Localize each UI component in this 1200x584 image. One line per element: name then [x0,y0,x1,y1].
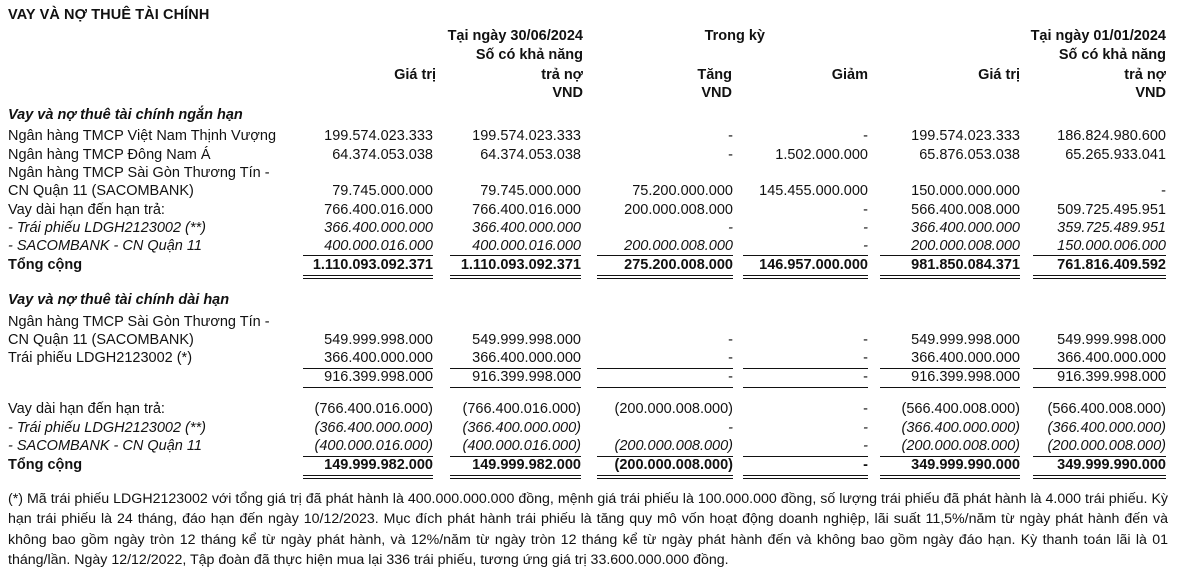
cell-decrease: - [863,202,868,218]
footnote: (*) Mã trái phiếu LDGH2123002 với tổng giá trị đã phát hành là 400.000.000.000 đồng, mệnh giá trái phiếu là 100.000.000 đồng, số lượng trái phiếu đã phát hành là 4.000 trái phiếu. Kỳ hạn trái phiếu là 24 tháng, đáo hạn đến ngày 10/12/2023. Mục đích phát hành trái phiếu là tăng quy mô vốn hoạt động doanh nghiệp, lãi suất 11,5%/năm từ ngày phát hành đến và không bao gồm ngày tròn 12 tháng kể từ ngày phát hành, và 12%/năm từ ngày tròn 12 tháng kể từ ngày phát hành đến và không bao gồm ngày đáo hạn. Kỳ thanh toán lãi là 01 tháng/lần. Ngày 12/12/2022, Tập đoàn đã thực hiện mua lại 336 trái phiếu, tương ứng giá trị 33.600.000.000 đồng. [8,491,1168,568]
cell-value-start: 981.850.084.371 [911,257,1020,273]
total-double-rule [743,475,868,479]
header-col3-increase: Tăng [697,67,732,83]
total-double-rule [743,275,868,279]
cell-repay-start: 761.816.409.592 [1057,257,1166,273]
cell-increase: - [728,350,733,366]
cell-repay-end: 79.745.000.000 [480,183,581,199]
cell-repay-start: (366.400.000.000) [1047,420,1166,436]
cell-value-end: (766.400.016.000) [314,401,433,417]
cell-repay-start: 150.000.006.000 [1057,238,1166,254]
cell-increase: - [728,369,733,385]
cell-increase: - [728,147,733,163]
cell-repay-end: 199.574.023.333 [472,128,581,144]
total-double-rule [1033,275,1166,279]
cell-increase: - [728,420,733,436]
header-group-start: Tại ngày 01/01/2024 [1030,28,1166,44]
row-label: Trái phiếu LDGH2123002 (*) [8,350,193,366]
header-col5-value: Giá trị [978,67,1020,83]
cell-repay-end: 549.999.998.000 [472,332,581,348]
cell-value-start: 566.400.008.000 [911,202,1020,218]
cell-repay-start: 549.999.998.000 [1057,332,1166,348]
cell-value-end: 400.000.016.000 [324,238,433,254]
cell-repay-end: (366.400.000.000) [462,420,581,436]
cell-repay-start: 349.999.990.000 [1057,457,1166,473]
cell-repay-start: - [1161,183,1166,199]
cell-repay-start: 65.265.933.041 [1065,147,1166,163]
cell-repay-end: 766.400.016.000 [472,202,581,218]
cell-decrease: - [863,401,868,417]
section-title-short-term: Vay và nợ thuê tài chính ngắn hạn [8,107,243,123]
cell-value-end: 149.999.982.000 [324,457,433,473]
cell-value-start: 366.400.000.000 [911,350,1020,366]
row-label: - SACOMBANK - CN Quận 11 [8,438,202,454]
cell-repay-end: 366.400.000.000 [472,220,581,236]
subtotal-rule [597,387,733,388]
cell-repay-start: 359.725.489.951 [1057,220,1166,236]
header-col6-currency: VND [1135,85,1166,101]
row-label: Ngân hàng TMCP Đông Nam Á [8,147,211,163]
cell-value-end: 366.400.000.000 [324,350,433,366]
cell-value-end: (400.000.016.000) [314,438,433,454]
cell-decrease: - [863,369,868,385]
cell-value-start: 549.999.998.000 [911,332,1020,348]
cell-increase: (200.000.008.000) [614,438,733,454]
subtotal-rule [450,387,581,388]
row-label: Vay dài hạn đến hạn trả: [8,401,165,417]
total-double-rule [450,475,581,479]
cell-value-end: 79.745.000.000 [332,183,433,199]
total-double-rule [450,275,581,279]
header-col2-currency: VND [552,85,583,101]
cell-decrease: 145.455.000.000 [759,183,868,199]
cell-increase: - [728,220,733,236]
page-title: VAY VÀ NỢ THUÊ TÀI CHÍNH [8,7,210,23]
cell-increase: - [728,128,733,144]
subtotal-rule [743,456,868,457]
header-group-period: Trong kỳ [704,28,765,44]
subtotal-rule [1033,255,1166,256]
section-title-long-term: Vay và nợ thuê tài chính dài hạn [8,292,230,308]
header-col2-line1: Số có khả năng [475,47,583,63]
cell-repay-end: 366.400.000.000 [472,350,581,366]
header-col3-currency: VND [701,85,732,101]
cell-increase: 275.200.008.000 [624,257,733,273]
header-col1-value: Giá trị [394,67,436,83]
cell-value-start: 150.000.000.000 [911,183,1020,199]
total-double-rule [880,475,1020,479]
row-label: Tổng cộng [8,457,83,473]
cell-repay-start: 186.824.980.600 [1057,128,1166,144]
cell-decrease: - [863,220,868,236]
cell-repay-end: 149.999.982.000 [472,457,581,473]
cell-decrease: 1.502.000.000 [775,147,868,163]
cell-value-end: 199.574.023.333 [324,128,433,144]
cell-increase: 200.000.008.000 [624,202,733,218]
cell-value-start: (566.400.008.000) [901,401,1020,417]
cell-repay-start: (566.400.008.000) [1047,401,1166,417]
subtotal-rule [743,255,868,256]
header-col6-line1: Số có khả năng [1058,47,1166,63]
subtotal-rule [450,255,581,256]
row-label: - SACOMBANK - CN Quận 11 [8,238,202,254]
cell-repay-start: 509.725.495.951 [1057,202,1166,218]
cell-value-start: 916.399.998.000 [911,369,1020,385]
cell-decrease: - [863,457,868,473]
cell-repay-start: 916.399.998.000 [1057,369,1166,385]
row-label: Ngân hàng TMCP Việt Nam Thịnh Vượng [8,128,277,144]
row-label-line2: CN Quận 11 (SACOMBANK) [8,332,194,348]
row-label: - Trái phiếu LDGH2123002 (**) [8,420,206,436]
subtotal-rule [597,368,733,369]
total-double-rule [1033,475,1166,479]
cell-value-end: (366.400.000.000) [314,420,433,436]
cell-value-start: 366.400.000.000 [911,220,1020,236]
subtotal-rule [597,255,733,256]
cell-increase: (200.000.008.000) [614,457,733,473]
cell-decrease: - [863,438,868,454]
subtotal-rule [880,255,1020,256]
cell-increase: (200.000.008.000) [614,401,733,417]
cell-value-start: 65.876.053.038 [919,147,1020,163]
cell-increase: - [728,332,733,348]
cell-decrease: - [863,350,868,366]
cell-repay-end: 400.000.016.000 [472,238,581,254]
subtotal-rule [303,255,433,256]
cell-increase: 200.000.008.000 [624,238,733,254]
cell-repay-end: (766.400.016.000) [462,401,581,417]
row-label: Vay dài hạn đến hạn trả: [8,202,165,218]
cell-value-end: 549.999.998.000 [324,332,433,348]
cell-repay-end: 1.110.093.092.371 [460,257,581,273]
subtotal-rule [743,368,868,369]
header-col4-decrease: Giảm [831,67,868,83]
cell-repay-start: 366.400.000.000 [1057,350,1166,366]
cell-value-start: 349.999.990.000 [911,457,1020,473]
cell-repay-end: 64.374.053.038 [480,147,581,163]
header-col6-line2: trả nợ [1124,67,1166,83]
cell-value-end: 366.400.000.000 [324,220,433,236]
cell-decrease: - [863,332,868,348]
row-label: Tổng cộng [8,257,83,273]
cell-value-end: 916.399.998.000 [324,369,433,385]
row-label: Ngân hàng TMCP Sài Gòn Thương Tín - [8,314,270,330]
row-label: Ngân hàng TMCP Sài Gòn Thương Tín - [8,165,270,181]
cell-decrease: - [863,420,868,436]
cell-increase: 75.200.000.000 [632,183,733,199]
row-label-line2: CN Quận 11 (SACOMBANK) [8,183,194,199]
cell-decrease: 146.957.000.000 [759,257,868,273]
cell-value-start: (366.400.000.000) [901,420,1020,436]
total-double-rule [303,475,433,479]
row-label: - Trái phiếu LDGH2123002 (**) [8,220,206,236]
subtotal-rule [743,387,868,388]
cell-repay-end: 916.399.998.000 [472,369,581,385]
cell-value-end: 766.400.016.000 [324,202,433,218]
subtotal-rule [880,387,1020,388]
total-double-rule [597,475,733,479]
subtotal-rule [303,387,433,388]
cell-repay-start: (200.000.008.000) [1047,438,1166,454]
total-double-rule [880,275,1020,279]
cell-decrease: - [863,238,868,254]
cell-value-end: 1.110.093.092.371 [312,257,433,273]
cell-value-start: (200.000.008.000) [901,438,1020,454]
total-double-rule [597,275,733,279]
header-group-end: Tại ngày 30/06/2024 [447,28,583,44]
cell-value-start: 199.574.023.333 [911,128,1020,144]
cell-value-start: 200.000.008.000 [911,238,1020,254]
cell-value-end: 64.374.053.038 [332,147,433,163]
cell-repay-end: (400.000.016.000) [462,438,581,454]
cell-decrease: - [863,128,868,144]
total-double-rule [303,275,433,279]
subtotal-rule [1033,387,1166,388]
header-col2-line2: trả nợ [541,67,583,83]
